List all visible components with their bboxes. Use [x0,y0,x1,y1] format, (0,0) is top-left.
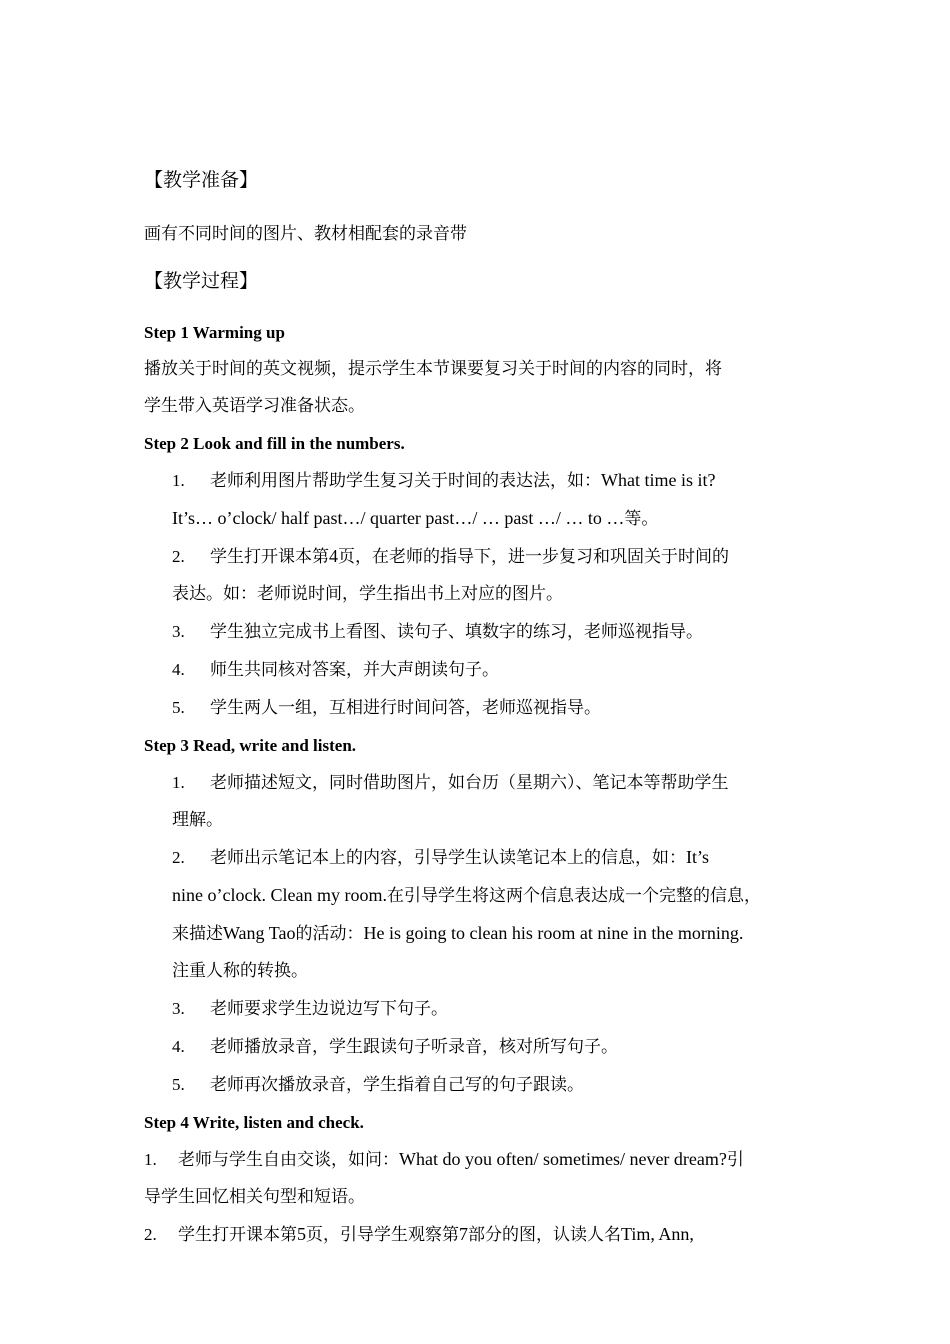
step3-title: Step 3 Read, write and listen. [144,736,357,755]
step2-item-4: 4. 师生共同核对答案，并大声朗读句子。 [172,660,499,680]
step1-text-line1: 播放关于时间的英文视频，提示学生本节课要复习关于时间的内容的同时，将 [144,359,722,379]
step2-item-5: 5. 学生两人一组，互相进行时间问答，老师巡视指导。 [172,698,601,718]
step2-item-3: 3. 学生独立完成书上看图、读句子、填数字的练习，老师巡视指导。 [172,622,703,642]
step4-item-2: 2. 学生打开课本第5页，引导学生观察第7部分的图，认读人名Tim, Ann, [144,1224,694,1245]
step3-item-1: 1. 老师描述短文，同时借助图片，如台历（星期六）、笔记本等帮助学生 理解。 [172,773,729,830]
step3-item-2: 2. 老师出示笔记本上的内容，引导学生认读笔记本上的信息，如：It’s nine o’clock. Clean my room.在引导学生将这两个信息表达成一个完整的信息， 来描述Wang Tao的活动：He is going to clean his room at nine in the morning. 注重人称的转换。 [172,847,761,981]
step3-item-3: 3. 老师要求学生边说边写下句子。 [172,999,448,1019]
step1-title: Step 1 Warming up [144,323,285,342]
document-page [144,168,810,1254]
step1-text-line2: 学生带入英语学习准备状态。 [144,396,365,416]
process-heading: 【教学过程】 [144,270,259,292]
prep-heading: 【教学准备】 [144,169,259,191]
step2-item-2: 2. 学生打开课本第4页，在老师的指导下，进一步复习和巩固关于时间的 表达。如：老师说时间，学生指出书上对应的图片。 [172,546,729,604]
step4-item-1: 1. 老师与学生自由交谈，如问：What do you often/ sometimes/ never dream?引 导学生回忆相关句型和短语。 [144,1149,744,1207]
step4-title: Step 4 Write, listen and check. [144,1113,364,1132]
step3-item-5: 5. 老师再次播放录音，学生指着自己写的句子跟读。 [172,1075,584,1095]
step2-item-1: 1. 老师利用图片帮助学生复习关于时间的表达法，如：What time is it? It’s… o’clock/ half past…/ quarter past…/ … past …/ … to …等。 [172,470,716,529]
step2-title: Step 2 Look and fill in the numbers. [144,434,405,453]
step3-item-4: 4. 老师播放录音，学生跟读句子听录音，核对所写句子。 [172,1037,618,1057]
prep-text: 画有不同时间的图片、教材相配套的录音带 [144,224,467,244]
